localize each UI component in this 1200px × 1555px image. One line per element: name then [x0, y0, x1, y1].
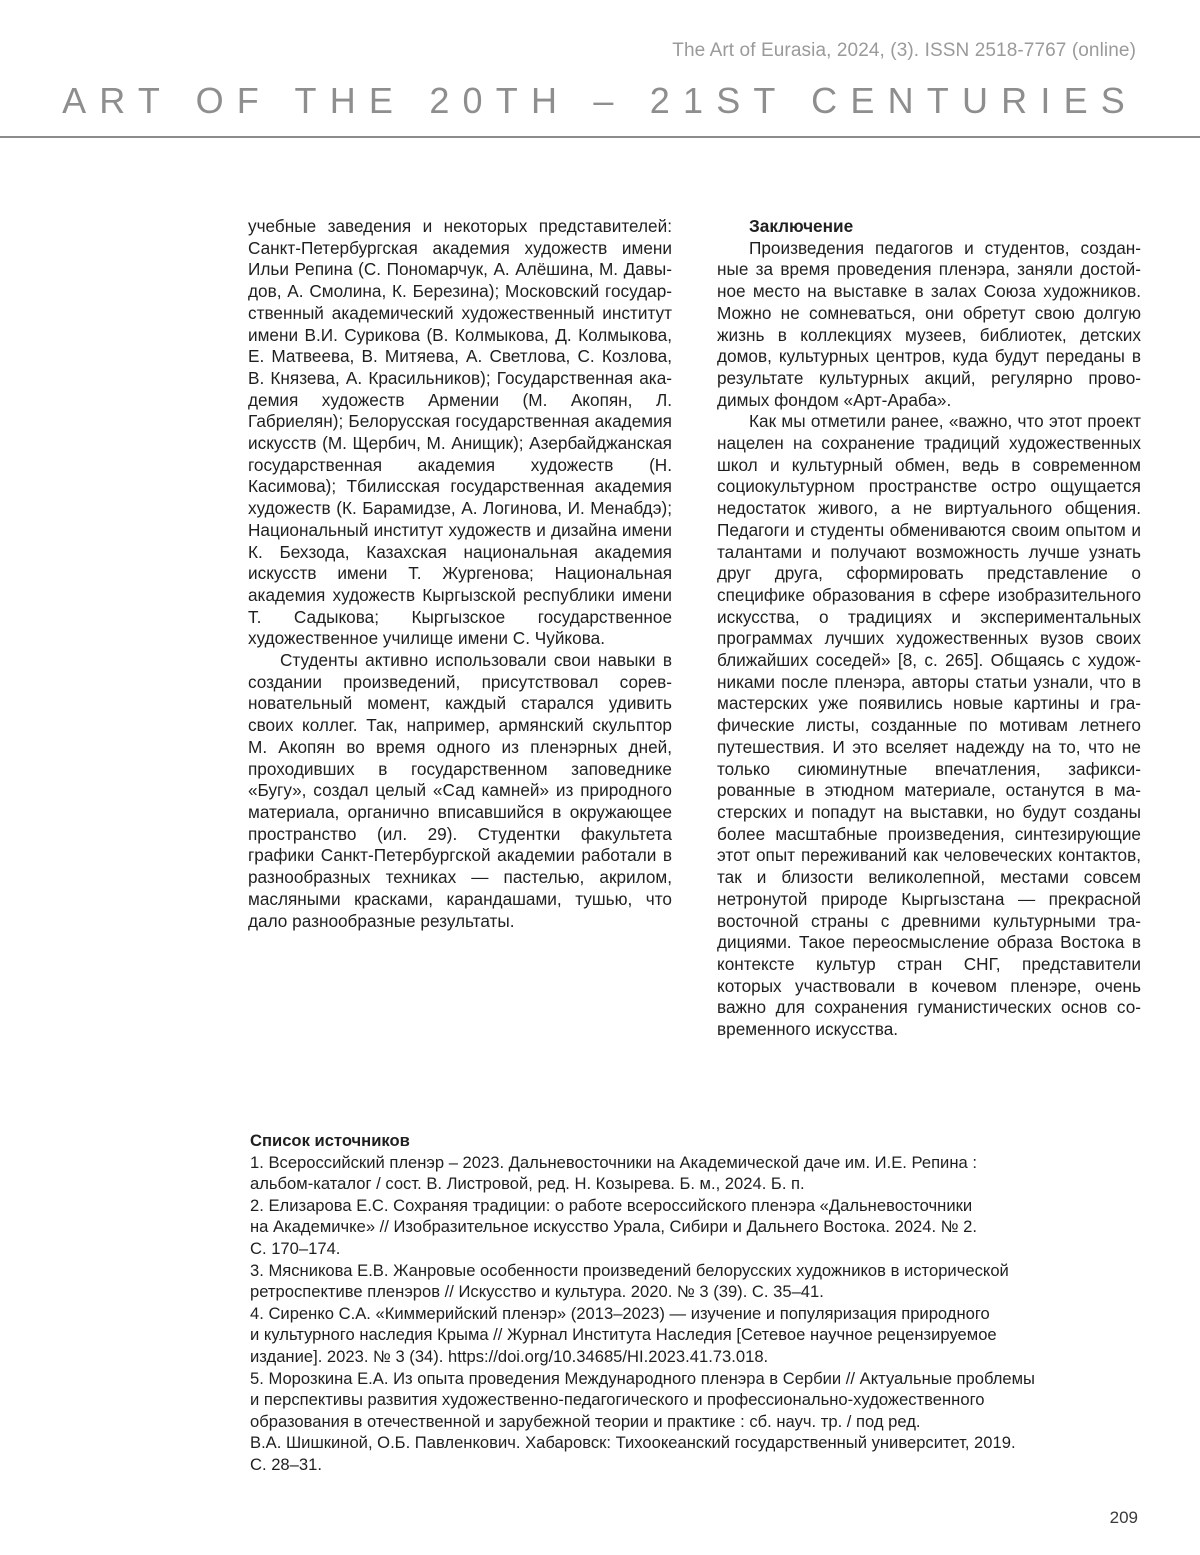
left-paragraph-1: учебные заведения и некоторых представителей: Санкт-Петербургская академия художеств имени Ильи Репина (С. Пономарчук, А. Алёшина, М. Давыдов, А. Смолина, К. Березина); Московский государственный академический художественный институт имени В.И. Сурикова (В. Колмыкова, Д. Колмыкова, Е. Матвеева, В. Митяева, А. Светлова, С. Козлова, В. Князева, А. Красильников); Государственная академия художеств Армении (М. Акопян, Л. Габриелян); Белорусская государственная академия искусств (М. Щербич, М. Анищик); Азербайджанская государственная академия художеств (Н. Касимова); Тбилисская государственная академия художеств (К. Барамидзе, А. Логинова, И. Менабдэ); Национальный институт художеств и дизайна имени К. Бехзода, Казахская национальная академия искусств имени Т. Жургенова; Национальная академия художеств Кыргызской республики имени Т. Садыкова; Кыргызское государственное художественное училище имени С. Чуйкова. [248, 216, 672, 649]
references-heading: Список источников [250, 1131, 410, 1150]
reference-line: 5. Морозкина Е.А. Из опыта проведения Международного пленэра в Сербии // Актуальные проблемы [250, 1368, 1035, 1388]
reference-line: С. 170–174. [250, 1238, 341, 1258]
journal-citation: The Art of Eurasia, 2024, (3). ISSN 2518-7767 (online) [672, 40, 1136, 61]
reference-line: 2. Елизарова Е.С. Сохраняя традиции: о работе всероссийского пленэра «Дальневосточники [250, 1195, 973, 1215]
reference-line: 4. Сиренко С.А. «Киммерийский пленэр» (2013–2023) — изучение и популяризация природного [250, 1303, 990, 1323]
reference-line: С. 28–31. [250, 1454, 322, 1474]
references-section [250, 1130, 1150, 1476]
reference-line: на Академичке» // Изобразительное искусство Урала, Сибири и Дальнего Востока. 2024. № 2. [250, 1217, 977, 1237]
reference-line: издание]. 2023. № 3 (34). https://doi.org/10.34685/HI.2023.41.73.018. [250, 1346, 769, 1366]
left-paragraph-2: Студенты активно использовали свои навыки в создании произведений, присутствовал соревновательный момент, каждый старался удивить своих коллег. Так, например, армянский скульптор М. Акопян во время одного из пленэрных дней, проходивших в государственном заповеднике «Бугу», создал целый «Сад камней» из природного материала, органично вписавшийся в окружающее пространство (ил. 29). Студентки факультета графики Санкт-Петербургской академии работали в разнообразных техниках — пастелью, акрилом, масляными красками, карандашами, тушью, что дало разнообразные результаты. [248, 650, 672, 931]
conclusion-heading: Заключение [749, 216, 854, 236]
right-column [717, 216, 1141, 1041]
right-paragraph-1: Произведения педагогов и студентов, созданные за время проведения пленэра, заняли достойное место на выставке в залах Союза художников. Можно не сомневаться, они обретут свою долгую жизнь в коллекциях музеев, библиотек, детских домов, культурных центров, куда будут переданы в результате культурных акций, регулярно проводимых фондом «Арт-Араба». [717, 237, 1141, 410]
page-number: 209 [1109, 1508, 1138, 1527]
section-title: ART OF THE 20TH – 21ST CENTURIES [62, 80, 1138, 121]
header-divider [0, 136, 1200, 138]
left-column [248, 216, 672, 932]
reference-line: В.А. Шишкиной, О.Б. Павленкович. Хабаровск: Тихоокеанский государственный университет, 2019. [250, 1433, 1016, 1453]
reference-line: и перспективы развития художественно-педагогического и профессионально-художественного [250, 1390, 985, 1410]
reference-line: и культурного наследия Крыма // Журнал Института Наследия [Сетевое научное рецензируемое [250, 1325, 997, 1345]
right-paragraph-2: Как мы отметили ранее, «важно, что этот проект нацелен на сохранение традиций художественных школ и культурный обмен, ведь в современном социокультурном пространстве остро ощущается недостаток живого, а не виртуального общения. Педагоги и студенты обмениваются своим опытом и талантами и получают возможность лучше узнать друг друга, сформировать представление о специфике образования в сфере изобразительного искусства, о традициях и экспериментальных программах лучших художественных вузов своих ближайших соседей» [8, с. 265]. Общаясь с художниками после пленэра, авторы статьи узнали, что в мастерских уже появились новые картины и графические листы, созданные по мотивам летнего путешествия. И это вселяет надежду на то, что не только сиюминутные впечатления, зафиксированные в этюдном материале, останутся в мастерских и попадут на выставки, но будут созданы более масштабные произведения, синтезирующие этот опыт переживаний как человеческих контактов, так и близости великолепной, местами совсем нетронутой природе Кыргызстана — прекрасной восточной страны с древними культурными традициями. Такое переосмысление образа Востока в контексте культур стран СНГ, представители которых участвовали в кочевом пленэре, очень важно для сохранения гуманистических основ современного искусства. [717, 411, 1141, 1040]
reference-line: 3. Мясникова Е.В. Жанровые особенности произведений белорусских художников в исторической [250, 1260, 1009, 1280]
reference-line: 1. Всероссийский пленэр – 2023. Дальневосточники на Академической даче им. И.Е. Репина : [250, 1152, 977, 1172]
reference-line: образования в отечественной и зарубежной теории и практике : сб. науч. тр. / под ред. [250, 1411, 921, 1431]
reference-line: альбом-каталог / сост. В. Листровой, ред. Н. Козырева. Б. м., 2024. Б. п. [250, 1174, 805, 1194]
reference-line: ретроспективе пленэров // Искусство и культура. 2020. № 3 (39). С. 35–41. [250, 1282, 824, 1302]
